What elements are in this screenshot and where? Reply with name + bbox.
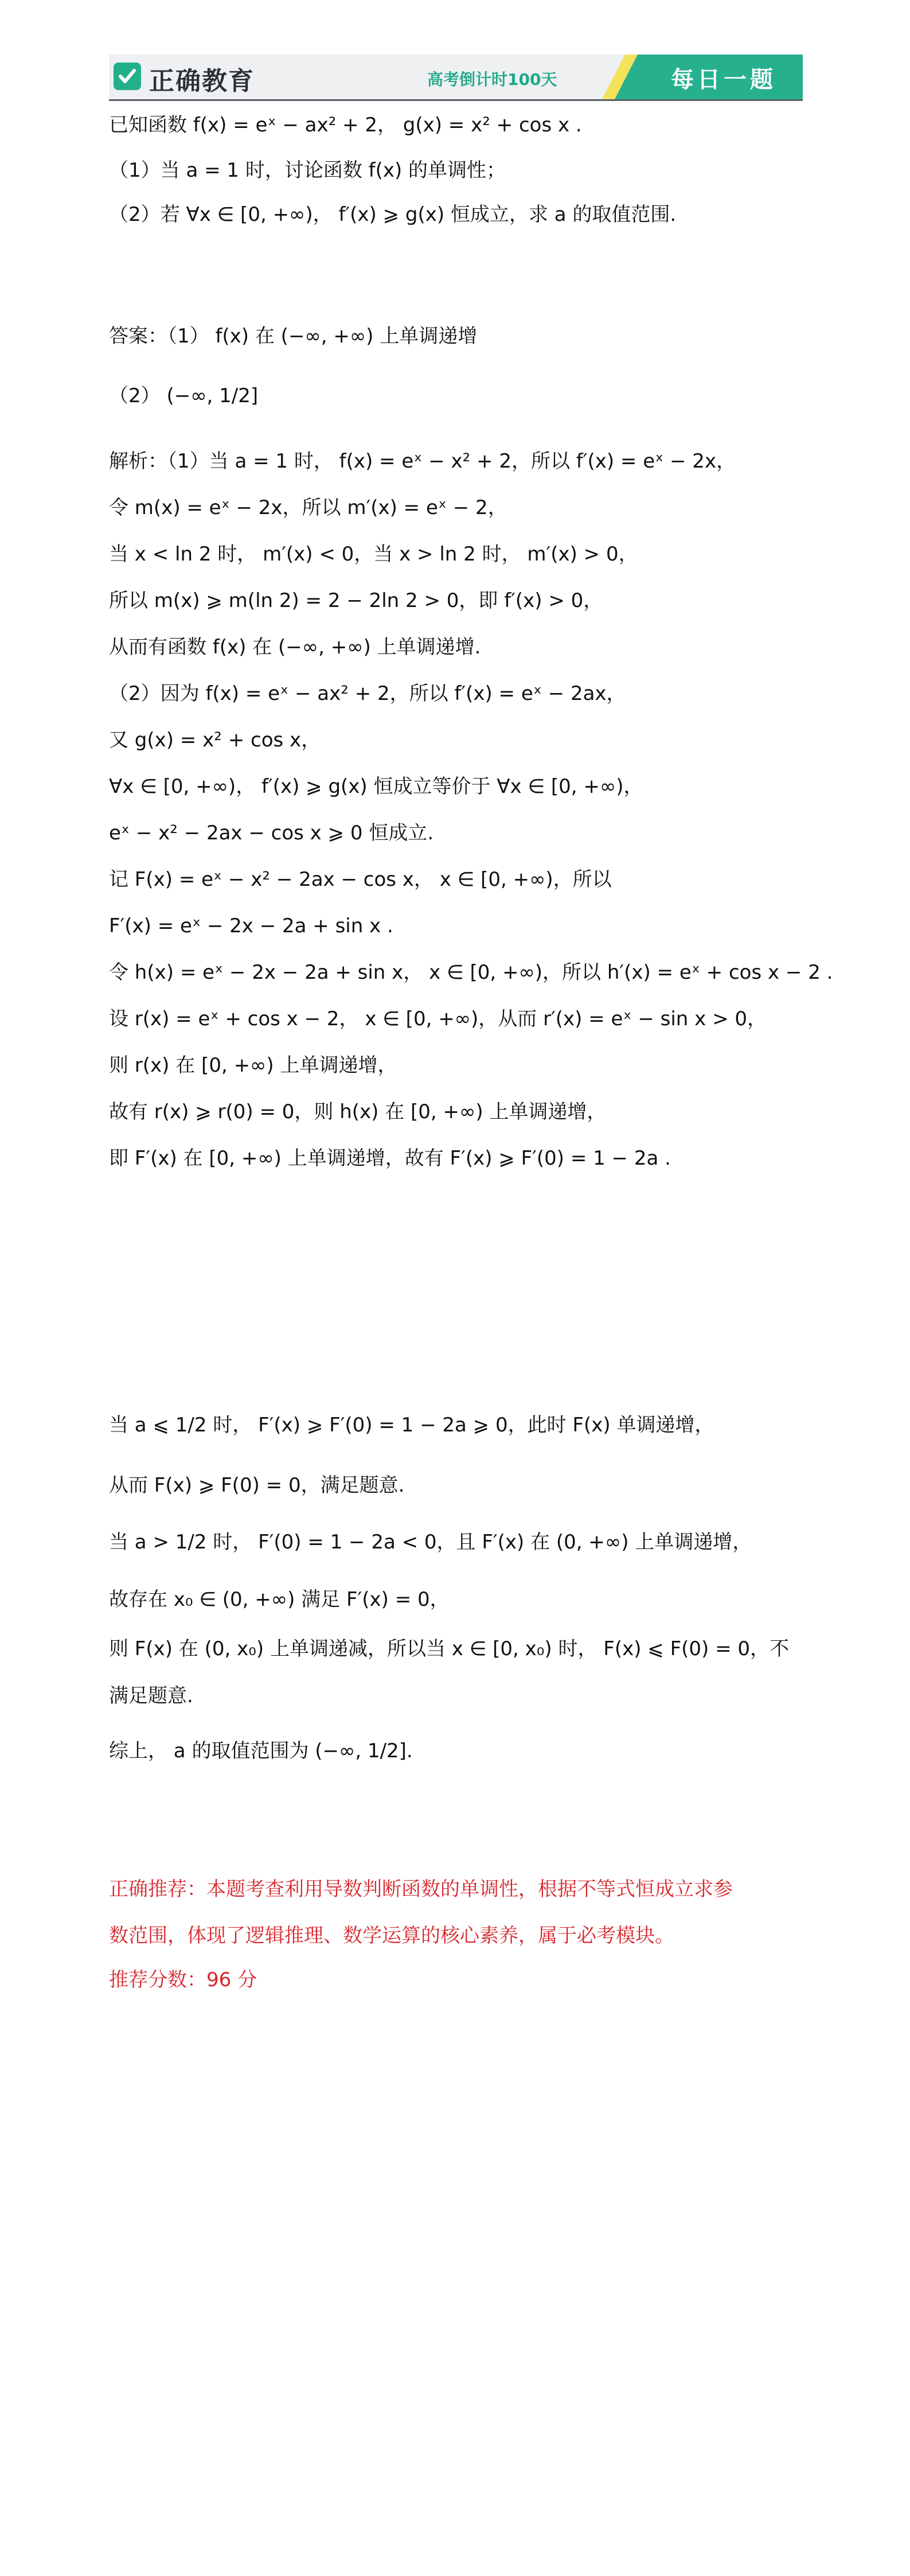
answer-part-2: （2） (−∞, 1/2] <box>109 384 259 407</box>
analysis-line-18: 从而 F(x) ⩾ F(0) = 0，满足题意. <box>109 1474 405 1497</box>
analysis-line-15: 故有 r(x) ⩾ r(0) = 0，则 h(x) 在 [0, +∞) 上单调递增， <box>109 1100 607 1123</box>
brand-name: 正确教育 <box>149 67 255 96</box>
analysis-line-11: F′(x) = eˣ − 2x − 2a + sin x . <box>109 915 393 937</box>
analysis-line-3: 当 x < ln 2 时， m′(x) < 0，当 x > ln 2 时， m′(x) > 0， <box>109 543 638 566</box>
problem-part-1: （1）当 a = 1 时，讨论函数 f(x) 的单调性； <box>109 159 506 182</box>
analysis-line-13: 设 r(x) = eˣ + cos x − 2， x ∈ [0, +∞)，从而 r′(x) = eˣ − sin x > 0， <box>109 1007 767 1030</box>
recommendation-score: 推荐分数：96 分 <box>109 1968 257 1991</box>
analysis-line-1: 解析：（1）当 a = 1 时， f(x) = eˣ − x² + 2，所以 f′(x) = eˣ − 2x， <box>109 450 736 473</box>
analysis-line-9: eˣ − x² − 2ax − cos x ⩾ 0 恒成立. <box>109 822 434 845</box>
daily-question-tab <box>602 55 803 99</box>
problem-part-2: （2）若 ∀x ∈ [0, +∞)， f′(x) ⩾ g(x) 恒成立，求 a 的取值范围. <box>109 203 677 226</box>
answer-part-1: 答案：（1） f(x) 在 (−∞, +∞) 上单调递增 <box>109 325 478 348</box>
analysis-line-8: ∀x ∈ [0, +∞)， f′(x) ⩾ g(x) 恒成立等价于 ∀x ∈ [0, +∞)， <box>109 775 643 798</box>
analysis-line-7: 又 g(x) = x² + cos x， <box>109 729 321 752</box>
analysis-line-22: 满足题意. <box>109 1684 193 1707</box>
header-divider <box>109 99 803 101</box>
analysis-line-21: 则 F(x) 在 (0, x₀) 上单调递减，所以当 x ∈ [0, x₀) 时， F(x) ⩽ F(0) = 0，不 <box>109 1637 790 1660</box>
daily-question-label: 每日一题 <box>671 67 776 93</box>
analysis-line-20: 故存在 x₀ ∈ (0, +∞) 满足 F′(x) = 0， <box>109 1588 450 1611</box>
analysis-line-12: 令 h(x) = eˣ − 2x − 2a + sin x， x ∈ [0, +∞)，所以 h′(x) = eˣ + cos x − 2 . <box>109 961 833 984</box>
analysis-line-14: 则 r(x) 在 [0, +∞) 上单调递增， <box>109 1054 397 1077</box>
recommendation-line-2: 数范围，体现了逻辑推理、数学运算的核心素养，属于必考模块。 <box>109 1924 674 1947</box>
problem-statement: 已知函数 f(x) = eˣ − ax² + 2， g(x) = x² + cos x . <box>109 114 582 137</box>
analysis-line-6: （2）因为 f(x) = eˣ − ax² + 2，所以 f′(x) = eˣ − 2ax， <box>109 682 626 705</box>
analysis-line-16: 即 F′(x) 在 [0, +∞) 上单调递增，故有 F′(x) ⩾ F′(0) = 1 − 2a . <box>109 1147 671 1170</box>
checkmark-icon <box>114 63 141 90</box>
analysis-line-2: 令 m(x) = eˣ − 2x，所以 m′(x) = eˣ − 2， <box>109 496 507 519</box>
analysis-line-10: 记 F(x) = eˣ − x² − 2ax − cos x， x ∈ [0, +∞)，所以 <box>109 868 612 891</box>
analysis-line-19: 当 a > 1/2 时， F′(0) = 1 − 2a < 0，且 F′(x) 在 (0, +∞) 上单调递增， <box>109 1531 752 1554</box>
analysis-conclusion: 综上， a 的取值范围为 (−∞, 1/2]. <box>109 1740 413 1762</box>
analysis-line-5: 从而有函数 f(x) 在 (−∞, +∞) 上单调递增. <box>109 636 481 659</box>
header-banner <box>109 55 803 99</box>
countdown-text: 高考倒计时100天 <box>427 70 557 89</box>
analysis-line-4: 所以 m(x) ⩾ m(ln 2) = 2 − 2ln 2 > 0，即 f′(x) > 0， <box>109 589 603 612</box>
analysis-line-17: 当 a ⩽ 1/2 时， F′(x) ⩾ F′(0) = 1 − 2a ⩾ 0，此时 F(x) 单调递增， <box>109 1414 714 1437</box>
recommendation-line-1: 正确推荐：本题考查利用导数判断函数的单调性，根据不等式恒成立求参 <box>109 1878 733 1901</box>
